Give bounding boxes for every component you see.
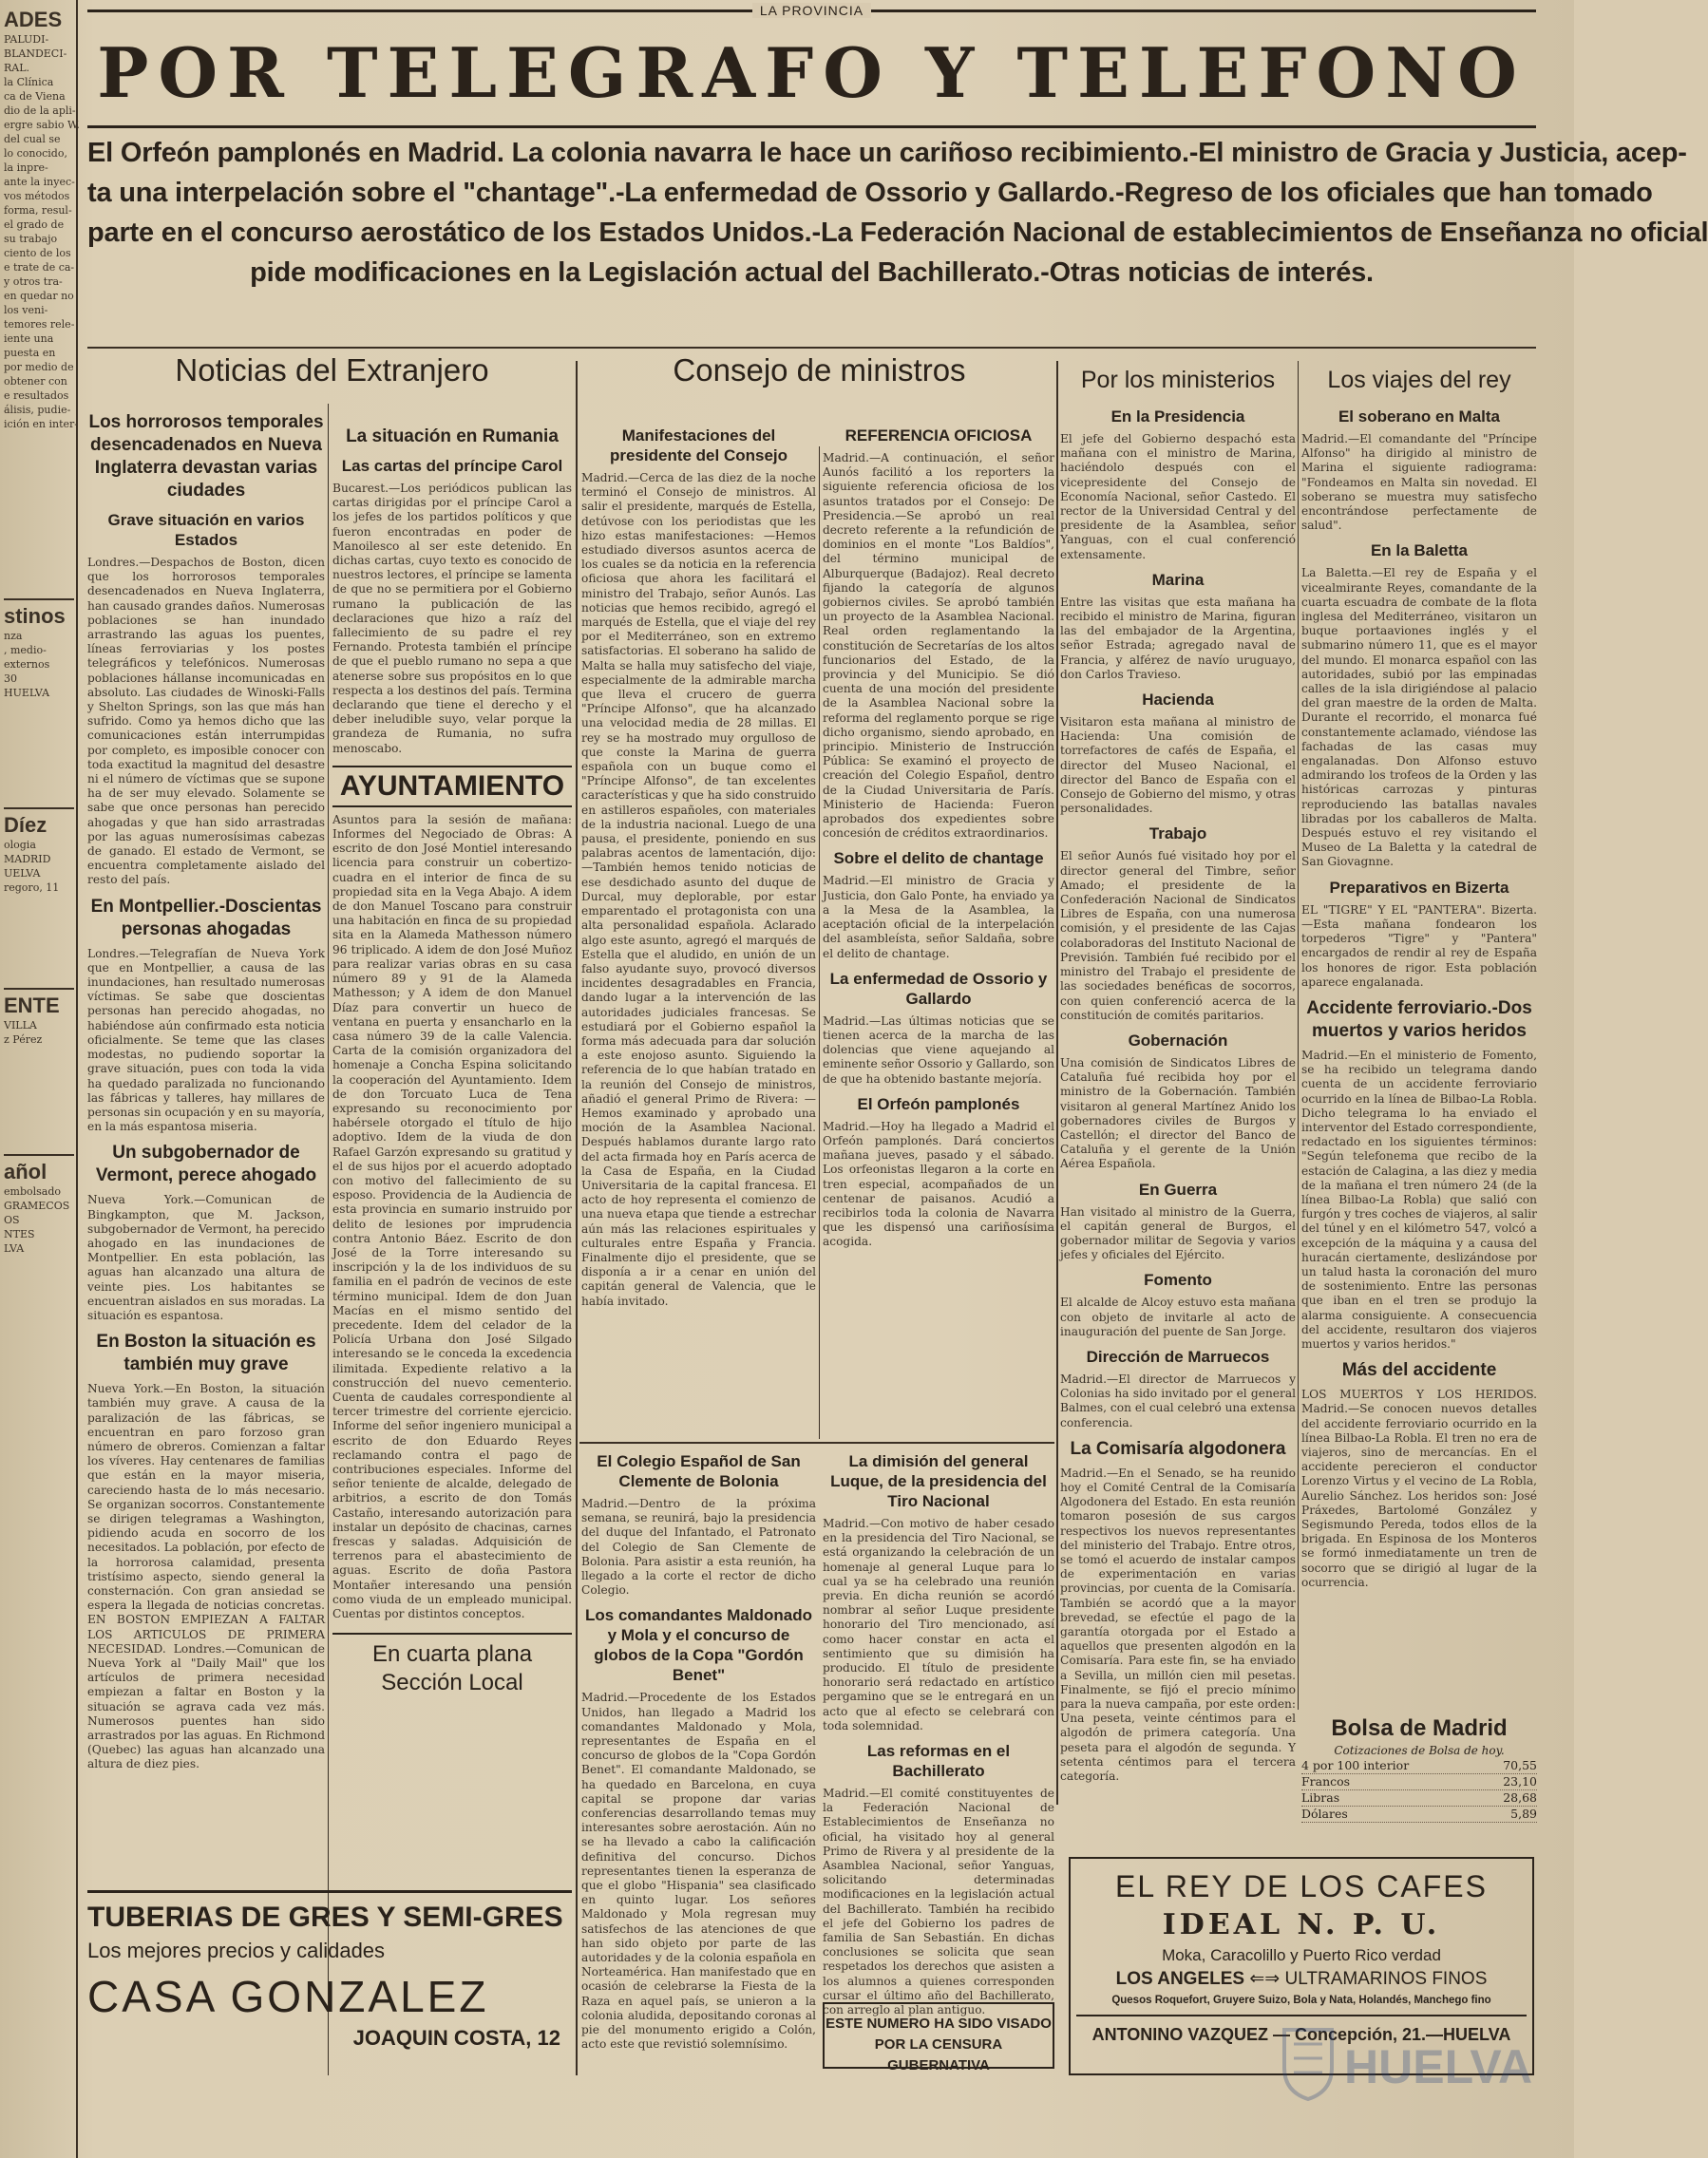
column-rule: [576, 361, 578, 2075]
ad-cafe-line: Moka, Caracolillo y Puerto Rico verdad: [1162, 1946, 1441, 1964]
strip-line: añol: [4, 1160, 47, 1183]
notice-line: Sección Local: [381, 1670, 523, 1696]
strip-line: HUELVA: [4, 687, 50, 699]
column-consejo-right: [823, 418, 1054, 1439]
article-lead-headline: Los horrorosos temporales desencadenados en Nueva Inglaterra devastan varias ciudades: [88, 412, 324, 501]
subheading: En la Baletta: [1370, 541, 1469, 560]
article-text: Madrid.—El ministro de Gracia y Justicia, don Galo Ponte, ha enviado ya a la Mesa de la Asamblea, la aceptación oficial de la interpelación del asambleísta, señor Saldaña, sobre el delito de chantage.: [823, 874, 1054, 960]
article-text: Madrid.—El comandante del "Príncipe Alfonso" ha dirigido al ministro de Marina el siguiente radiograma: "Fondeamos en Malta sin novedad. El soberano se muestra muy satisfecho encontrándose perfectamente de salud".: [1301, 432, 1537, 533]
subheading: REFERENCIA OFICIOSA: [845, 426, 1033, 445]
ad-fragment-4: [4, 1154, 74, 1439]
ad-fragment-2: [4, 807, 74, 969]
adjacent-page-text: [4, 8, 80, 431]
subheading: En Guerra: [1138, 1180, 1218, 1199]
bolsa-label: Dólares: [1301, 1807, 1348, 1821]
bolsa-label: Francos: [1301, 1774, 1351, 1789]
subheading: La Comisaría algodonera: [1070, 1438, 1286, 1459]
subheading: Fomento: [1144, 1271, 1212, 1290]
ad-precios: Los mejores precios y calidades: [87, 1939, 386, 1962]
section-head-ministerios: Por los ministerios: [1080, 367, 1276, 393]
article-text: Madrid.—Procedente de los Estados Unidos, han llegado a Madrid los comandantes Maldonado y Mola, representantes de España en el concurso de globos de la "Copa Gordón Benet". El comandante Maldonado, se ha quedado en Barcelona, en cuya capital se propone dar varias conferencias desarrollando temas muy interesantes sobre aerostación. Aún no se ha llevado a cabo la calificación definitiva del concurso. Dichos representantes tienen la esperanza de que el globo "Hispania" sea clasificado en quinto lugar. Los señores Maldonado y Mola regresan muy satisfechos de las atenciones de que han sido objeto por parte de las autoridades y de la colonia española en Norteamérica. Han manifestado que en ocasión de celebrarse la Fiesta de la Raza en aquel país, se unieron a la colonia aludida, depositando coronas al pie del monumento erigido a Colón, acto este que revistió solemnísimo.: [581, 1691, 816, 2052]
subheading: En Boston la situación es también muy grave: [96, 1332, 316, 1375]
ad-cafe-line: [1071, 1967, 1532, 1992]
strip-line: Díez: [4, 813, 47, 837]
column-rumania: [332, 418, 572, 1885]
article-text: Londres.—Despachos de Boston, dicen que los horrorosos temporales desencadenados en Nueva Inglaterra, han causado grandes daños. Numerosas poblaciones se han inundado arrastrando las aguas los puentes, líneas ferroviarias y los postes telegráficos y telefónicos. Numerosas poblaciones hállanse incomunicadas en absoluto. Las ciudades de Winoski-Falls y Shelton Springs, son las que más han sufrido. Como ya hemos dicho que las comunicaciones están interrumpidas por completo, es imposible conocer con toda exactitud la magnitud del desastre ni el número de víctimas que se supone ha de ser muy elevado. Solamente se sabe que once personas han perecido ahogadas y que han sido arrastradas por las aguas numerosísimas cabezas de ganado. El estado de Vermont, se encuentra completamente aislado del resto del país.: [87, 556, 325, 887]
strip-line: puesta en: [4, 347, 56, 359]
censorship-notice: [823, 2002, 1054, 2073]
article-text: Madrid.—Las últimas noticias que se tienen acerca de la marcha de las dolencias que viene aquejando al eminente señor Ossorio y Gallardo, son de que ha obtenido bastante mejoría.: [823, 1013, 1054, 1086]
article-text: Madrid.—El director de Marruecos y Colonias ha sido invitado por el general Balmes, con el cual celebró una extensa conferencia.: [1060, 1372, 1296, 1429]
bolsa-title: Bolsa de Madrid: [1331, 1715, 1508, 1741]
strip-line: ENTE: [4, 994, 60, 1017]
subheading: Preparativos en Bizerta: [1329, 878, 1509, 897]
deck-line: pide modificaciones en la Legislación actual del Bachillerato.-Otras noticias de interés.: [250, 257, 1374, 288]
column-consejo-left: [581, 418, 816, 1439]
page-title: POR TELEGRAFO Y TELEFONO: [97, 32, 1527, 113]
deck-line: El Orfeón pamplonés en Madrid. La colonia navarra le hace un cariñoso recibimiento.-El ministro de Gracia y Justicia, acep-: [87, 138, 1687, 168]
strip-line: OS: [4, 1214, 20, 1226]
strip-line: , medio-: [4, 644, 47, 656]
strip-line: regoro, 11: [4, 881, 60, 894]
article-text: El señor Aunós fué visitado hoy por el director general del Timbre, señor Amado; el presidente de la Confederación Nacional de Sindicatos Libres de España, con una numerosa comisión, y el presidente de las Cajas colaboradoras del Instituto Nacional de Previsión. También fué recibido por el ministro del Trabajo el presidente de las sociedades benéficas de socorros, con quien conferenció acerca de la constitución de comités paritarios.: [1060, 849, 1296, 1022]
subheading: Los comandantes Maldonado y Mola y el concurso de globos de la Copa "Gordón Benet": [585, 1606, 812, 1685]
bolsa-subtitle: Cotizaciones de Bolsa de hoy.: [1334, 1744, 1505, 1757]
bolsa-row: [1301, 1790, 1537, 1807]
article-text: Londres.—Telegrafían de Nueva York que en Montpellier, a causa de las inundaciones, han resultado numerosas víctimas. Se sabe que doscientas personas han perecido ahogadas, no habiéndose aún confirmado esta noticia oficialmente. Se teme que las clases modestas, no pudiendo soportar la grave situación, pues con toda la vida ha quedado paralizada no funcionando las fábricas y talleres, hay millares de personas sin ocupación y en su mayoría, en la más espantosa miseria.: [87, 946, 325, 1134]
subheading: Marina: [1151, 570, 1205, 589]
strip-line: GRAMECOS: [4, 1200, 70, 1212]
article-text: Madrid.—Hoy ha llegado a Madrid el Orfeón pamplonés. Dará conciertos mañana jueves, pasado y el sábado. Los orfeonistas llegaron a la corte en tren especial, acompañados de un centenar de paisanos. Acudió a recibirlos toda la colonia de Navarra que les dispensó una cariñosísima acogida.: [823, 1119, 1054, 1249]
strip-line: la inpre-: [4, 161, 48, 174]
subheading: Hacienda: [1142, 691, 1214, 710]
subheading: El soberano en Malta: [1338, 407, 1501, 426]
subheading: La enfermedad de Ossorio y Gallardo: [829, 969, 1048, 1008]
stamp-text: HUELVA: [1344, 2040, 1533, 2093]
archive-stamp: [1280, 2016, 1533, 2120]
strip-line: nza: [4, 630, 23, 642]
strip-line: obtener con: [4, 375, 67, 388]
article-text: Asuntos para la sesión de mañana: Informes del Negociado de Obras: A escrito de don José Montiel interesando licencia para construir un cobertizo-cuadra en el interior de finca de su propiedad sita en la Vega Abajo. A idem de don Manuel Toscano para construir una habitación en finca de su propiedad sita en la Alameda Mathesson número 96 triplicado. A idem de don José Muñoz para realizar varias obras en su casa número 89 y 91 de la Alameda Mathesson; y A idem de don Manuel Díaz para convertir un hueco de ventana en puerta y ensancharlo en la casa número 39 de la calle Valencia. Carta de la comisión organizadora del homenaje a Concha Espina solicitando la cooperación del Ayuntamiento. Idem de don Torcuato Luca de Tena expresando su reconocimiento por habérsele otorgado el título de hijo adoptivo. Idem de la viuda de don Rafael Garzón expresando su gratitud y el de sus hijos por el acuerdo adoptado con motivo del fallecimiento de su esposo. Providencia de la Audiencia de esta provincia en sumario instruido por delito de lesiones por imprudencia contra Antonio Báez. Escrito de don José de la Torre interesando su inscripción y la de los individuos de su familia en el padrón de vecinos de este término municipal. Idem de don Juan Macías en el mismo sentido del precedente. Idem del celador de la Policía Urbana don José Silgado interesando se le conceda la excedencia ilimitada. Expediente relativo a la construcción del nuevo cementerio. Cuenta de caudales correspondiente al tercer trimestre del corriente ejercicio. Informe del señor ingeniero municipal a escrito de don Eduardo Reyes reclamando contra el pago de contribuciones especiales. Informe del señor teniente de alcalde, delegado de arbitrios, a escrito de don Tomás Castaño, interesando autorización para instalar un depósito de chacinas, carnes frescas y saladas. Adquisición de terrenos para el abastecimiento de aguas. Escrito de doña Pastora Montañer interesando una pensión como viuda de un empleado municipal. Cuentas por distintos conceptos.: [332, 812, 572, 1621]
strip-line: temores rele-: [4, 318, 75, 331]
strip-line: ADES: [4, 8, 63, 31]
column-rule: [819, 446, 820, 1439]
strip-line: iente una: [4, 332, 54, 345]
article-text: Nueva York.—En Boston, la situación también muy grave. A causa de la paralización de las fábricas, se encuentran en paro forzoso gran número de obreros. Comienzan a faltar los víveres. Hay centenares de familias que están en la mayor miseria, careciendo hasta de lo más necesario. Se organizan socorros. Constantemente se dirigen telegramas a Washington, pidiendo acuda en socorro de los necesitados. La población, por efecto de la horrorosa calamidad, presenta tristísimo aspecto, siendo general la consternación. Con gran ansiedad se espera la llegada de noticias concretas. EN BOSTON EMPIEZAN A FALTAR LOS ARTICULOS DE PRIMERA NECESIDAD. Londres.—Comunican de Nueva York al "Daily Mail" que los artículos de primera necesidad empiezan a faltar en Boston y la situación se agrava cada vez más. Numerosos puentes han sido arrastrados por las aguas. En Richmond (Quebec) las aguas han alcanzado una altura de diez pies.: [87, 1382, 325, 1771]
ad-cafe-store-type: ULTRAMARINOS FINOS: [1284, 1969, 1488, 1989]
section-rule: [87, 347, 1536, 349]
subheading: Gobernación: [1128, 1031, 1228, 1050]
strip-line: ante la inyec-: [4, 176, 75, 188]
subheading: Las reformas en el Bachillerato: [866, 1742, 1011, 1781]
bolsa-table: [1301, 1758, 1537, 1823]
deck-line: parte en el concurso aerostático de los Estados Unidos.-La Federación Nacional de establecimientos de Enseñanza no oficial: [87, 218, 1708, 248]
article-text: Madrid.—A continuación, el señor Aunós facilitó a los reporters la siguiente referencia oficiosa de los asuntos tratados por el Consejo: De Presidencia.—Se aprobó un real decreto referente a la refundición de dominios en el monte "Los Baldíos", del término municipal de Alburquerque (Badajoz). Real decreto fijando la categoría de algunos gobiernos civiles. Se aprobó también un proyecto de la Asamblea Nacional. Real orden reglamentando la constitución de Secretarías de los altos funcionarios del Estado, de la provincia y del Municipio. Se dió cuenta de una moción del presidente de la Asamblea Nacional sobre la reforma del reglamento porque se rige dicho organismo, siendo aprobado, en principio. Ministerio de Instrucción Pública: Se examinó el proyecto de creación del Colegio Español, dentro de la Ciudad Universitaria de París. Ministerio de Hacienda: Fueron aprobados dos expedientes sobre concesión de créditos extraordinarios.: [823, 451, 1054, 841]
article-text: Bucarest.—Los periódicos publican las cartas dirigidas por el príncipe Carol a los jefes de los partidos políticos y que fueron encontradas en poder de Manoilesco al ser este detenido. En dichas cartas, cuyo texto es conocido de nuestros lectores, el príncipe se lamenta de que no se permitiera por el Gobierno rumano la publicación de las declaraciones que hizo a raíz del fallecimiento de su padre el rey Fernando. Protesta también el príncipe de que el pueblo rumano no sepa a que atenerse sobre sus propósitos en lo que respecta a los destinos del país. Termina declarando que tiene el derecho y el deber ineludible suyo, velar porque la grandeza de Rumania, no sufra menoscabo.: [332, 482, 572, 755]
article-text: Madrid.—Cerca de las diez de la noche terminó el Consejo de ministros. Al salir el presidente, marqués de Estella, detúvose con los periodistas que les hizo estas manifestaciones: —Hemos estudiado diversos asuntos acerca de los cuales se da noticia en la referencia oficiosa que ahora les facilitará el ministro del Trabajo, señor Aunós. Las noticias que hemos recibido, agregó el marqués de Estella, que el viaje del rey por el Mediterráneo, son en extremo satisfactorias. El soberano ha salido de Malta se halla muy satisfecho del viaje, especialmente de la admirable marcha que lleva el crucero de guerra "Príncipe Alfonso", que ha alcanzado una velocidad media de 28 millas. El rey se ha mostrado muy orgulloso de que conste la Marina de guerra española con un buque como el "Príncipe Alfonso", de tan excelentes características y que ha sido construido en astilleros españoles, con materiales de la industria nacional. Luego de una pausa, el presidente, poniendo en sus palabras acentos de lamentación, dijo: —También hemos tenido noticias de ese desdichado asunto del duque de Durcal, muy deplorable, por estar emparentado el protagonista con una alta personalidad española. Aclarado algo este asunto, agregó el marqués de Estella que el aludido, en unión de un falso ayudante suyo, provocó diversos incidentes desagradables en Francia, dando lugar a la intervención de las autoridades judiciales francesas. Se estudiará por el Gobierno español la forma más adecuada para dar solución a este enojoso asunto. Siguiendo la referencia de lo que habían tratado en la reunión del Consejo de ministros, añadió el general Primo de Rivera: —Hemos examinado y aprobado una moción de la Asamblea Nacional. Después hablamos durante largo rato del acta firmada hoy en París acerca de la Casa de España, en la Ciudad Universitaria de la capital francesa. El acto de hoy representa el comienzo de una nueva etapa que tiende a estrechar aún más las relaciones espirituales y culturales entre España y Francia. Finalmente dijo el presidente, que se disponía a ir a cenar en unión del capitán general de Valencia, que le había invitado.: [581, 471, 816, 1308]
ad-cafe-ornament: ⇐⇒: [1249, 1969, 1281, 1989]
article-text: El alcalde de Alcoy estuvo esta mañana con objeto de invitarle al acto de inauguración del puente de San Jorge.: [1060, 1296, 1296, 1338]
headline-deck: [87, 133, 1708, 293]
left-edge-strip: [0, 0, 78, 2158]
subheading: En Montpellier.-Doscientas personas ahogadas: [90, 896, 322, 939]
bolsa-value: 70,55: [1503, 1758, 1537, 1772]
article-text: Madrid.—El comité constituyentes de la Federación Nacional de Establecimientos de Enseñanza no oficial, ha visitado hoy al general Primo de Rivera y al presidente de la Asamblea Nacional, señor Yanguas, solicitando determinadas modificaciones en la legislación actual del Bachillerato. También ha recibido el jefe del Gobierno los padres de familia de San Sebastián. En dichas conclusiones se solicita que sean respetados los derechos que asisten a los alumnos a quienes corresponden cursar el último año del Bachillerato, con arreglo al plan antiguo.: [823, 1787, 1054, 2017]
strip-line: ciento de los: [4, 247, 71, 259]
article-text: Entre las visitas que esta mañana ha recibido el ministro de Marina, figuran las del embajador de la Argentina, señor Estrada; agregado naval de Francia, y alférez de navío uruguayo, don Carlos Travieso.: [1060, 595, 1296, 681]
subheading: En la Presidencia: [1110, 407, 1245, 426]
strip-line: stinos: [4, 604, 66, 628]
column-extranjero: [87, 404, 325, 1866]
ayuntamiento-heading: AYUNTAMIENTO: [332, 766, 572, 807]
strip-line: e resultados: [4, 389, 69, 402]
bolsa-row: [1301, 1758, 1537, 1774]
strip-line: LVA: [4, 1242, 25, 1255]
masthead: [87, 3, 1536, 128]
article-text: El jefe del Gobierno despachó esta mañana con el ministro de Marina, haciéndolo después con el vicepresidente del Consejo de Economía Nacional, señor Castedo. El rector de la Universidad Central y del presidente de la Asamblea, señor Yanguas, con el cual conferenció extensamente.: [1060, 432, 1296, 561]
strip-line: la Clínica: [4, 76, 54, 88]
article-text: Nueva York.—Comunican de Bingkampton, que M. Jackson, subgobernador de Vermont, ha perecido ahogado en las inundaciones de Montpellier. En esta población, las aguas han alcanzado una altura de veinte pies. Los habitantes se encuentran aislados en sus moradas. La situación es espantosa.: [87, 1193, 325, 1322]
strip-line: y otros tra-: [4, 275, 63, 288]
strip-line: MADRID: [4, 853, 51, 865]
notice-line: POR LA CENSURA GUBERNATIVA: [874, 2036, 1003, 2073]
article-text: Han visitado al ministro de la Guerra, el capitán general de Burgos, el gobernador militar de Segovia y varios jefes y oficiales del Ejército.: [1060, 1204, 1296, 1262]
ad-cafe-store: LOS ANGELES: [1115, 1969, 1245, 1989]
strip-line: ca de Viena: [4, 90, 66, 103]
strip-line: ición en inter-: [4, 418, 78, 430]
subheading: El Orfeón pamplonés: [857, 1094, 1020, 1113]
shield-icon: [1280, 2025, 1337, 2101]
strip-line: del cual se: [4, 133, 61, 145]
strip-line: vos métodos: [4, 190, 70, 202]
article-text: Madrid.—En el ministerio de Fomento, se ha recibido un telegrama dando cuenta de un accidente ferroviario ocurrido en la línea de Bilbao-La Robla. Dicho telegrama lo ha enviado el interventor del Estado correspondiente, redactado en los siguientes términos: "Según telefonema que recibo de la estación de Calagina, a las diez y media de la mañana el tren número 24 (de la línea Bilbao-La Robla) que salió con furgón y tres coches de viajeros, al salir del túnel y en el kilómetro 547, volcó a excepción de la máquina y a causa del huracán ciertamente, deslizándose por un talud hasta la coronación del muro de sostenimiento. Entre las personas que iban en el tren se produjo la alarma consiguiente. A consecuencia del accidente, resultaron dos viajeros muertos y varios heridos.": [1301, 1048, 1537, 1351]
column-rule: [1298, 361, 1299, 1710]
section-head-consejo: Consejo de ministros: [673, 352, 966, 388]
column-viajes: [1301, 399, 1537, 1710]
strip-line: UELVA: [4, 867, 41, 880]
bolsa-label: 4 por 100 interior: [1301, 1758, 1410, 1772]
strip-line: RAL.: [4, 62, 30, 74]
strip-line: álisis, pudie-: [4, 404, 71, 416]
ad-cafe-brand: IDEAL N. P. U.: [1162, 1908, 1441, 1941]
notice-line: En cuarta plana: [371, 1641, 533, 1668]
column-colegio: [581, 1444, 816, 2075]
running-head: LA PROVINCIA: [87, 3, 1536, 18]
strip-line: los veni-: [4, 304, 48, 316]
strip-line: por medio de: [4, 361, 74, 373]
subheading: Las cartas del príncipe Carol: [341, 457, 563, 475]
stock-quotes: [1301, 1714, 1537, 1833]
deck-line: ta una interpelación sobre el "chantage".-La enfermedad de Ossorio y Gallardo.-Regreso de los oficiales que han tomado: [87, 178, 1653, 208]
bolsa-value: 5,89: [1510, 1807, 1537, 1821]
subheading: Grave situación en varios Estados: [107, 511, 305, 549]
strip-line: ologia: [4, 839, 36, 851]
local-section-notice: [332, 1633, 572, 1697]
subheading: Más del accidente: [1341, 1360, 1497, 1381]
article-text: EL "TIGRE" Y EL "PANTERA". Bizerta.—Esta mañana fondearon los torpederos "Tigre" y "Pantera" encargados de rendir al rey de España los honores de rigor. Esta población aparece engalanada.: [1301, 902, 1537, 989]
strip-line: embolsado: [4, 1185, 61, 1198]
subheading: La situación en Rumania: [346, 426, 559, 446]
bolsa-value: 23,10: [1503, 1774, 1537, 1789]
subheading: El Colegio Español de San Clemente de Bolonia: [597, 1452, 801, 1490]
strip-line: 30: [4, 672, 17, 685]
subheading: Dirección de Marruecos: [1086, 1347, 1270, 1366]
strip-line: BLANDECI-: [4, 47, 67, 60]
article-text: Madrid.—En el Senado, se ha reunido hoy el Comité Central de la Comisaría Algodonera del Estado. En esta reunión tomaron posesión de sus cargos respectivos los nuevos representantes del ministerio del Trabajo. Entre otros, se tomó el acuerdo de instalar campos de experimentación en varias provincias, por cuenta de la Comisaría. También se acordó que a la mayor brevedad, se efectúe el pago de la garantía otorgada por el Estado a aquellos que presenten algodón en la Comisaría. Para este fin, se ha enviado a Sevilla, un millón cien mil pesetas. Finalmente, se fijó el precio mínimo para la nueva campaña, por este orden: Una peseta, veinte céntimos para el algodón de primera categoría. Una peseta para el algodón de segunda. Y setenta céntimos para el tercera categoría.: [1060, 1466, 1296, 1784]
subheading: Un subgobernador de Vermont, perece ahogado: [95, 1143, 317, 1186]
strip-line: dio de la apli-: [4, 104, 76, 117]
strip-line: su trabajo: [4, 233, 58, 245]
strip-line: z Pérez: [4, 1033, 43, 1046]
subheading: Sobre el delito de chantage: [833, 849, 1044, 868]
subheading: Accidente ferroviario.-Dos muertos y varios heridos: [1306, 997, 1532, 1041]
strip-line: forma, resul-: [4, 204, 72, 217]
article-text: Visitaron esta mañana al ministro de Hacienda: Una comisión de torrefactores de cafés de España, el director del Museo Nacional, el director del Banco de España con el Consejo de Gobierno del mismo, y otras personalidades.: [1060, 715, 1296, 816]
ad-cafe-title: EL REY DE LOS CAFES: [1115, 1869, 1488, 1903]
ad-address: JOAQUIN COSTA, 12: [352, 2026, 560, 2050]
article-text: La Baletta.—El rey de España y el vicealmirante Reyes, comandante de la cuarta escuadra de combate de la flota inglesa del Mediterráneo, visitaron un buque portaaviones inglés y el submarino número 11, que es el mayor del mundo. El monarca español con las autoridades, subió por las empinadas calles de la isla dirigiéndose al palacio del gran maestre de la orden de Malta. Durante el recorrido, el monarca fué constantemente aclamado, viéndose las fachadas de las casas muy engalanadas. Don Alfonso estuvo admirando los trofeos de la Orden y las históricas carrozas y pinturas reproduciendo las batallas navales libradas por los caballeros de Malta. Después estuvo el rey visitando el Museo de La Baletta y la catedral de San Giovagnne.: [1301, 566, 1537, 869]
section-head-viajes: Los viajes del rey: [1327, 367, 1511, 393]
column-rule: [1056, 361, 1058, 1805]
bolsa-value: 28,68: [1503, 1790, 1537, 1805]
article-text: LOS MUERTOS Y LOS HERIDOS. Madrid.—Se conocen nuevos detalles del accidente ferroviario ocurrido en la línea Bilbao-La Robla. El tren no era de viajeros, sino de mercancías. En el accidente perecieron el conductor Lorenzo Virtus y el vecino de La Robla, Aurelio Sánchez. Los heridos son: José Práxedes, Bartolomé González y Segismundo Pereda, todos ellos de la brigada. En Espinosa de los Monteros se formó inmediatamente un tren de socorro que se dirigió al lugar de la ocurrencia.: [1301, 1388, 1537, 1589]
ad-fragment-3: [4, 988, 74, 1111]
ad-casa: CASA GONZALEZ: [87, 1972, 489, 2021]
strip-line: en quedar no: [4, 290, 74, 302]
bolsa-row: [1301, 1774, 1537, 1790]
strip-line: el grado de: [4, 218, 65, 231]
ad-fragment-1: [4, 598, 74, 769]
strip-line: PALUDI-: [4, 33, 49, 46]
strip-line: NTES: [4, 1228, 35, 1240]
strip-line: externos: [4, 658, 50, 671]
strip-line: e trate de ca-: [4, 261, 75, 274]
strip-line: lo conocido,: [4, 147, 67, 160]
column-ministerios: [1060, 399, 1296, 1805]
column-luque: [823, 1444, 1054, 2017]
ad-casa-gonzalez: [87, 1890, 572, 2066]
strip-line: ergre sabio W.: [4, 119, 80, 131]
column-rule: [328, 404, 329, 2075]
article-text: Madrid.—Dentro de la próxima semana, se reunirá, bajo la presidencia del duque del Infantado, el Patronato del Colegio de San Clemente de Bolonia. Para asistir a esta reunión, ha llegado a la corte el rector de dicho Colegio.: [581, 1497, 816, 1598]
ad-cafe-owner: ANTONINO VAZQUEZ — Concepción, 21.—HUELVA: [1076, 2015, 1527, 2047]
article-text: Madrid.—Con motivo de haber cesado en la presidencia del Tiro Nacional, se está organizando la celebración de un homenaje al general Luque para lo cual ya se ha celebrado una reunión previa. En dicha reunión se acordó nombrar al señor Luque presidente honorario del Tiro mencionado, así como hacer constar en acta el sentimiento que su dimisión ha producido. El título de presidente honorario será redactado en artístico pergamino que se le entregará en un acto que al efecto se celebrará con toda solemnidad.: [823, 1517, 1054, 1732]
ad-tuberias: TUBERIAS DE GRES Y SEMI-GRES: [87, 1902, 563, 1933]
bolsa-row: [1301, 1807, 1537, 1823]
subheading: Manifestaciones del presidente del Consejo: [609, 426, 788, 464]
bolsa-label: Libras: [1301, 1790, 1340, 1805]
strip-line: VILLA: [4, 1019, 37, 1032]
ad-cafe-line: Quesos Roquefort, Gruyere Suizo, Bola y Nata, Holandés, Manchego fino: [1111, 1995, 1491, 2006]
subheading: Trabajo: [1148, 824, 1207, 843]
section-head-extranjero: Noticias del Extranjero: [175, 352, 489, 388]
article-text: Una comisión de Sindicatos Libres de Cataluña fué recibida hoy por el ministro de la Gobernación. También visitaron al general Martínez Anido los gobernadores civiles de Burgos y Castellón; el director del Banco de Cataluña y el gerente de la Unión Aérea Española.: [1060, 1055, 1296, 1171]
notice-line: ESTE NUMERO HA SIDO VISADO: [826, 2016, 1052, 2032]
subheading: La dimisión del general Luque, de la presidencia del Tiro Nacional: [830, 1452, 1047, 1510]
